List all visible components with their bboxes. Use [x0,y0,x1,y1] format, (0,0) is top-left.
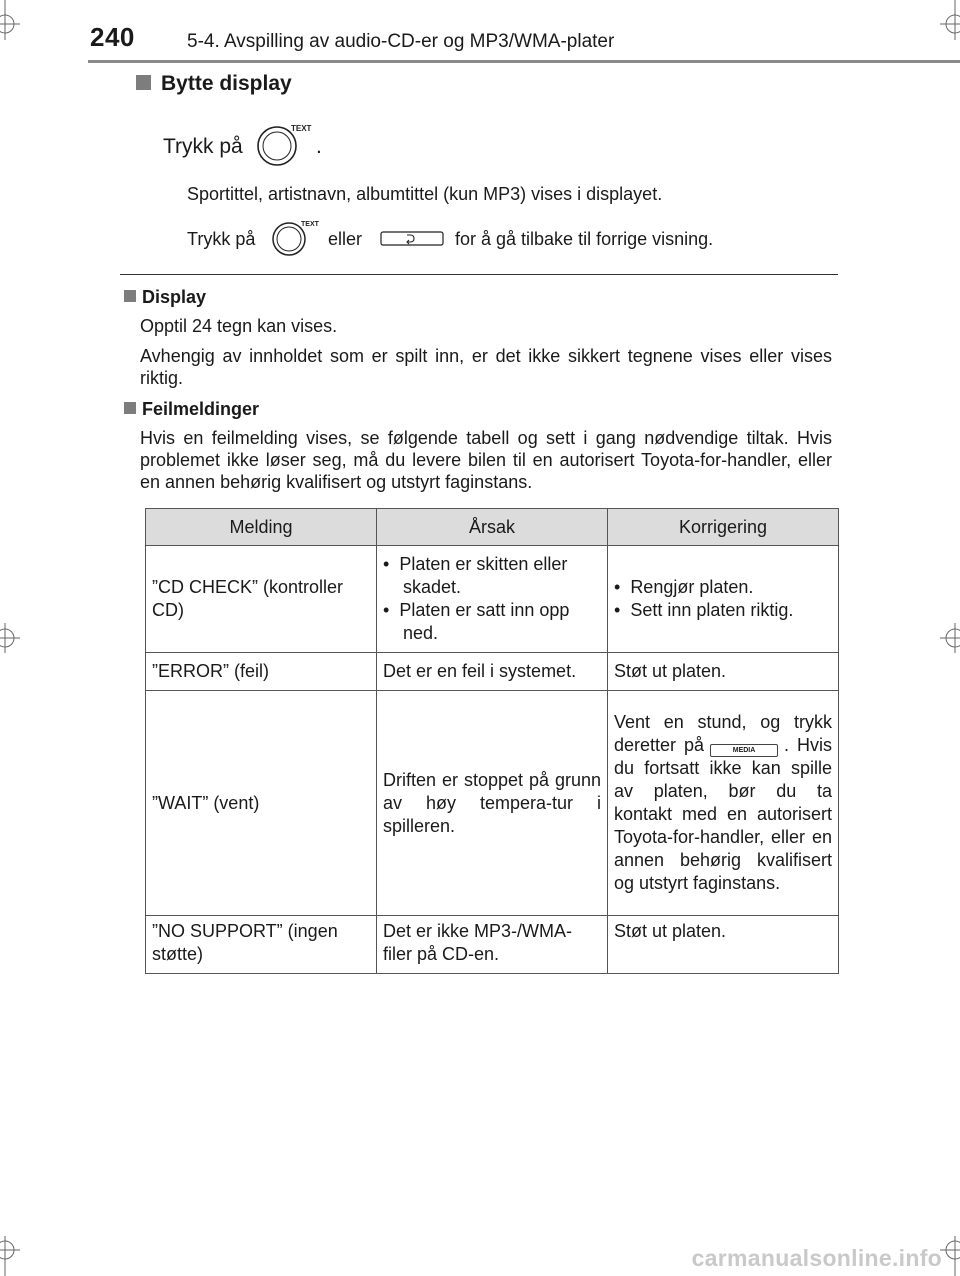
heading-text: Bytte display [161,72,292,95]
heading-bytte-display [136,72,292,96]
cell-melding: ”ERROR” (feil) [146,653,377,691]
display-paragraph-2: Avhengig av innholdet som er spilt inn, er det ikke sikkert tegnene vises eller vises riktig. [140,346,832,388]
page-number: 240 [90,22,135,52]
table-header-row [146,509,839,546]
table-row [146,546,839,653]
knob-label-2: TEXT [301,221,319,228]
section-title: 5-4. Avspilling av audio-CD-er og MP3/WMA-plater [187,31,615,52]
crop-mark-bottom-left [0,1226,30,1276]
display-paragraph-1: Opptil 24 tegn kan vises. [140,316,338,336]
heading-feilmeldinger [124,399,259,420]
cell-arsak [377,546,608,653]
cell-korrigering [608,546,839,653]
square-bullet-icon [124,290,136,302]
text-knob-icon-2 [270,218,326,263]
cell-melding: ”WAIT” (vent) [146,691,377,916]
cell-arsak: Driften er stoppet på grunn av høy tempera-tur i spilleren. [377,691,608,916]
cell-korrigering: Støt ut platen. [608,916,839,974]
cell-korrigering: Vent en stund, og trykk deretter på MEDIA . Hvis du fortsatt ikke kan spille av platen, bør du ta kontakt med en autorisert Toyota-for-handler, eller en annen behørig kvalifisert og utstyrt faginstans. [608,691,839,916]
table-row [146,691,839,916]
bullet-item: • Platen er skitten eller skadet. [383,554,568,597]
back-text-suffix: for å gå tilbake til forrige visning. [455,229,714,249]
cell-arsak: Det er en feil i systemet. [377,653,608,691]
page-header [0,0,960,62]
step-text-suffix: . [316,135,322,158]
crop-mark-mid-right [930,618,960,658]
square-bullet-icon [136,75,151,90]
heading-text: Feilmeldinger [142,399,260,419]
media-button-icon: MEDIA [710,744,778,757]
footer-watermark: carmanualsonline.info [691,1245,942,1271]
header-korrigering: Korrigering [608,509,839,546]
step-text-prefix: Trykk på [163,135,243,158]
back-text-mid: eller [328,229,363,249]
cell-melding: ”CD CHECK” (kontroller CD) [146,546,377,653]
table-row [146,916,839,974]
table-row [146,653,839,691]
square-bullet-icon [124,402,136,414]
bullet-item: • Platen er satt inn opp ned. [383,600,570,643]
text-knob-icon [255,122,319,173]
back-text-prefix: Trykk på [187,229,256,249]
cell-korrigering: Støt ut platen. [608,653,839,691]
back-button-icon [380,230,444,253]
crop-mark-mid-left [0,618,30,658]
knob-label: TEXT [291,124,312,133]
bullet-item: • Sett inn platen riktig. [614,600,794,620]
cell-arsak: Det er ikke MP3-/WMA-filer på CD-en. [377,916,608,974]
header-rule [88,60,960,63]
error-table [145,508,839,974]
result-text: Sportittel, artistnavn, albumtittel (kun MP3) vises i displayet. [187,184,663,204]
header-melding: Melding [146,509,377,546]
header-arsak: Årsak [377,509,608,546]
bullet-item: • Rengjør platen. [614,577,754,597]
heading-display [124,287,206,308]
cell-melding: ”NO SUPPORT” (ingen støtte) [146,916,377,974]
heading-text: Display [142,287,207,307]
feil-paragraph: Hvis en feilmelding vises, se følgende tabell og sett i gang nødvendige tiltak. Hvis problemet ikke løser seg, må du levere bilen til en autorisert Toyota-for-handler, eller en annen behørig kvalifisert og utstyrt faginstans. [140,428,832,492]
section-separator [120,274,838,275]
